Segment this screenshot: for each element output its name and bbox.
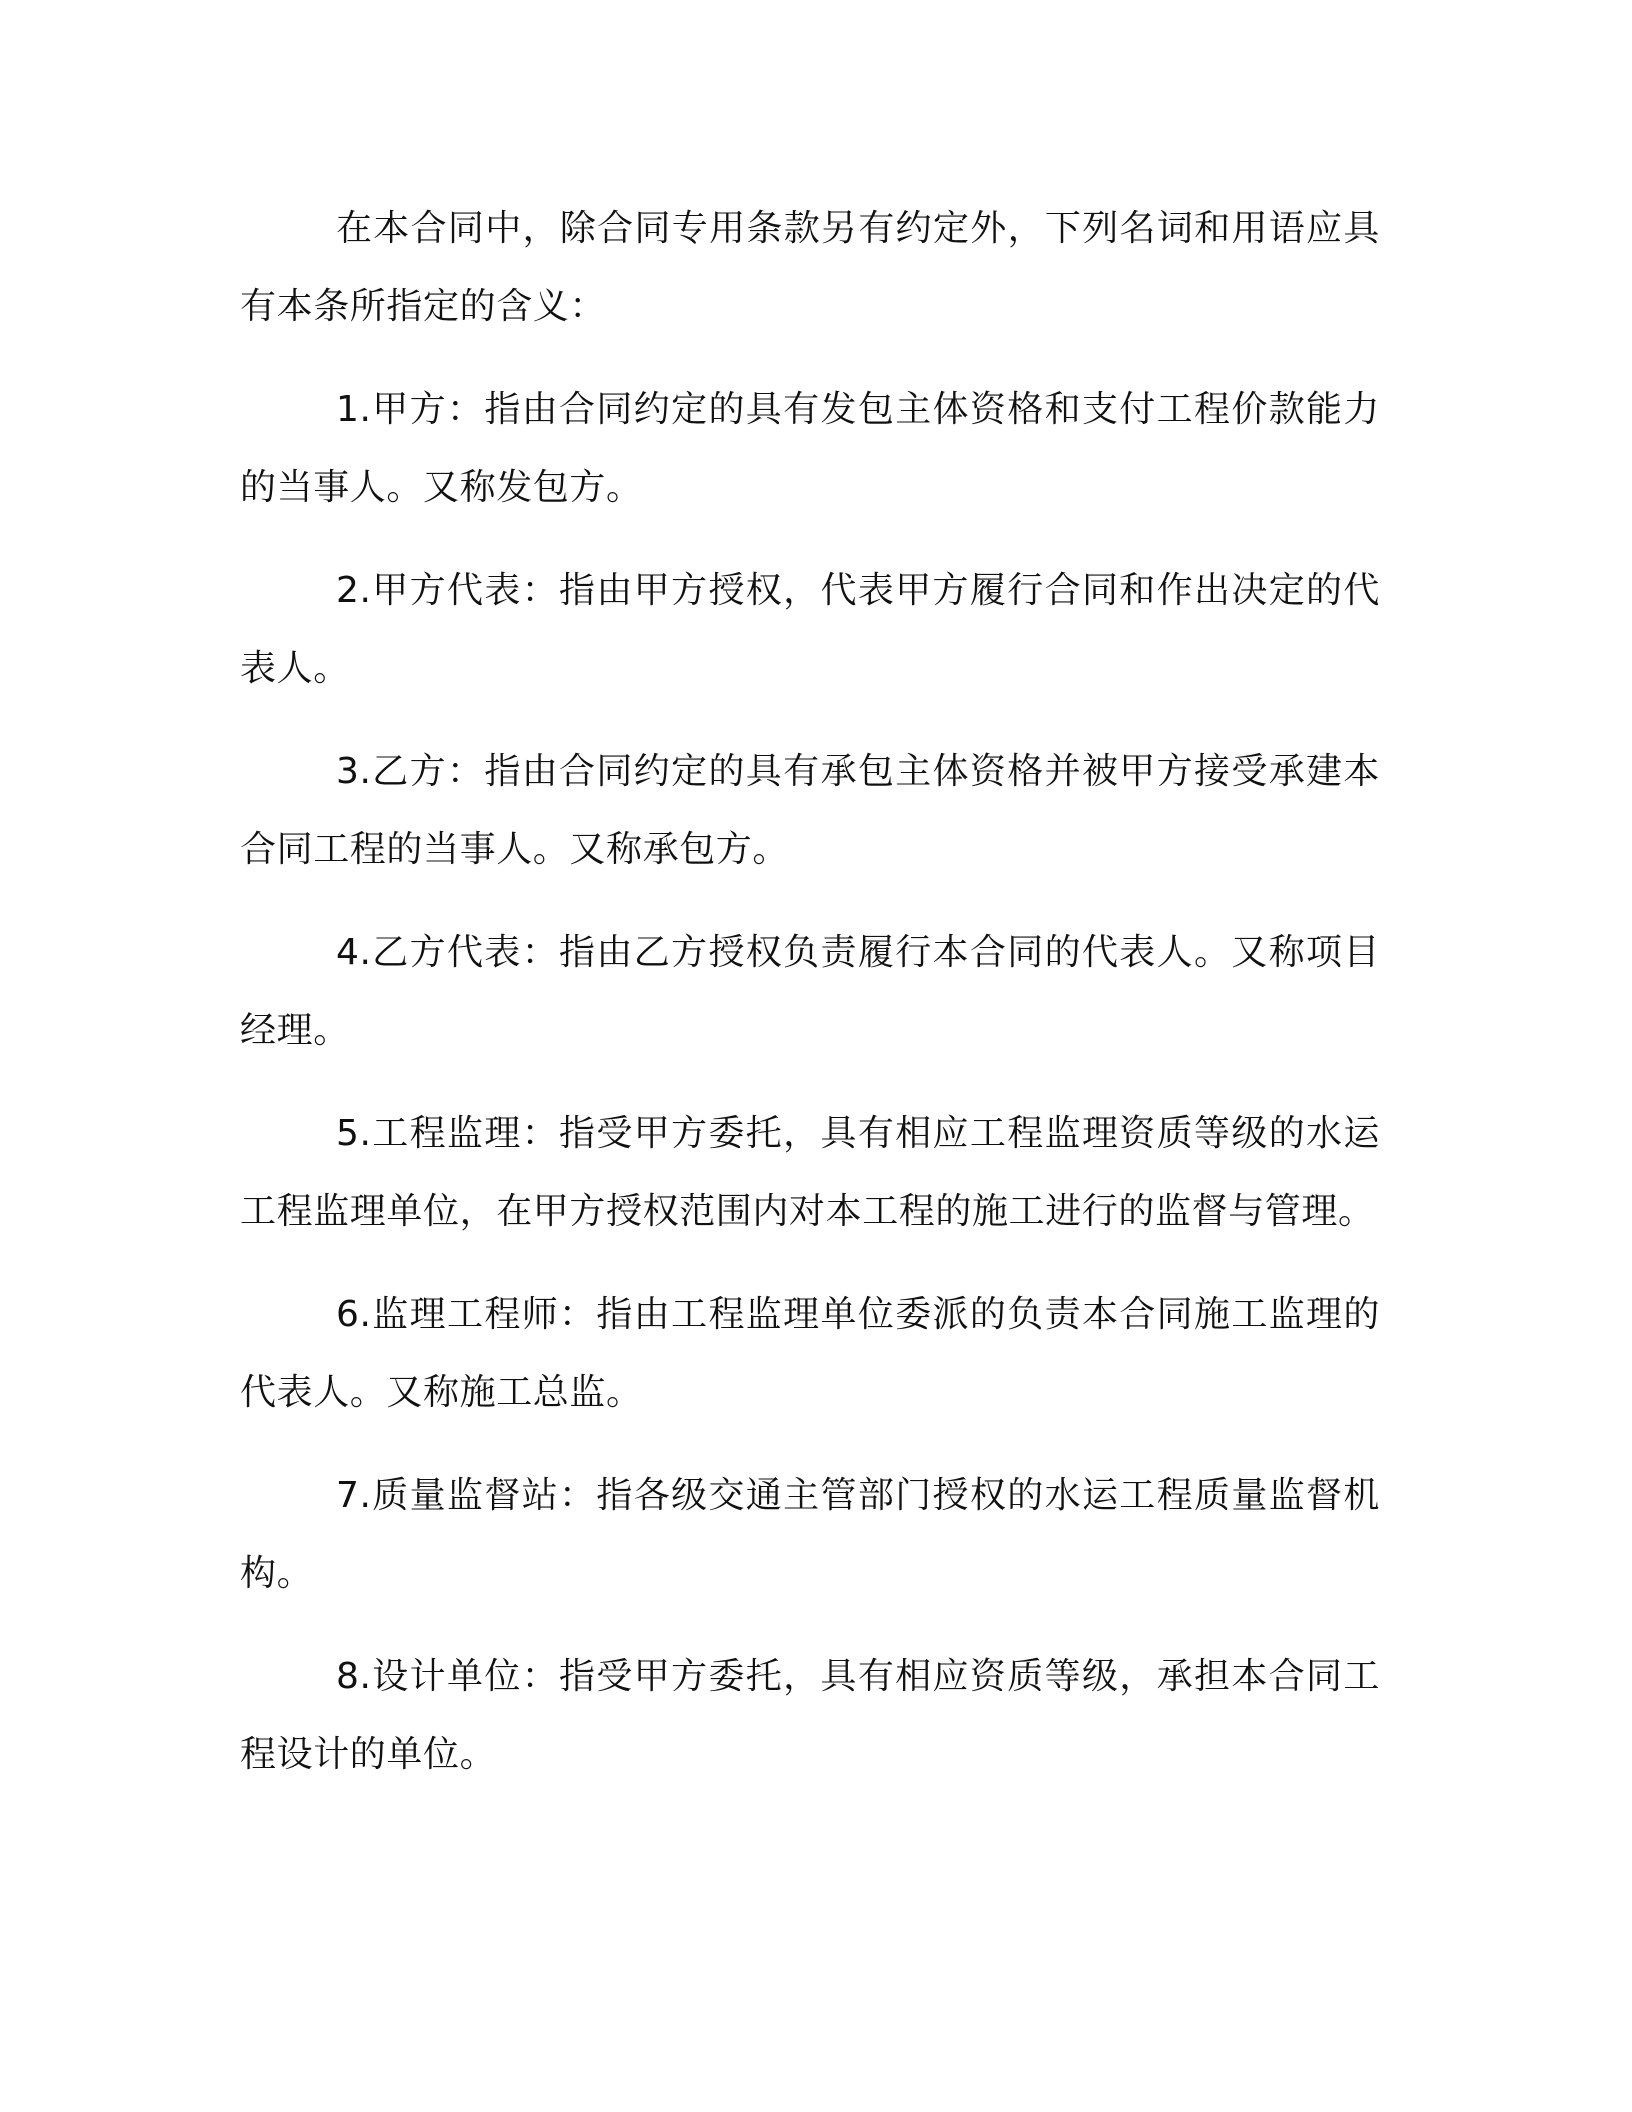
definition-paragraph-6: 6.监理工程师：指由工程监理单位委派的负责本合同施工监理的代表人。又称施工总监。 [240, 1294, 1380, 1413]
definition-paragraph-2: 2.甲方代表：指由甲方授权，代表甲方履行合同和作出决定的代表人。 [240, 570, 1380, 689]
definition-paragraph-8: 8.设计单位：指受甲方委托，具有相应资质等级，承担本合同工程设计的单位。 [240, 1656, 1380, 1775]
definition-paragraph-7: 7.质量监督站：指各级交通主管部门授权的水运工程质量监督机构。 [240, 1475, 1380, 1594]
document-body [240, 190, 1380, 1819]
intro-paragraph: 在本合同中，除合同专用条款另有约定外，下列名词和用语应具有本条所指定的含义： [240, 208, 1380, 327]
definition-paragraph-1: 1.甲方：指由合同约定的具有发包主体资格和支付工程价款能力的当事人。又称发包方。 [240, 389, 1380, 508]
definition-paragraph-3: 3.乙方：指由合同约定的具有承包主体资格并被甲方接受承建本合同工程的当事人。又称承包方。 [240, 751, 1380, 870]
definition-paragraph-4: 4.乙方代表：指由乙方授权负责履行本合同的代表人。又称项目经理。 [240, 932, 1380, 1051]
definition-paragraph-5: 5.工程监理：指受甲方委托，具有相应工程监理资质等级的水运工程监理单位，在甲方授权范围内对本工程的施工进行的监督与管理。 [240, 1113, 1380, 1232]
